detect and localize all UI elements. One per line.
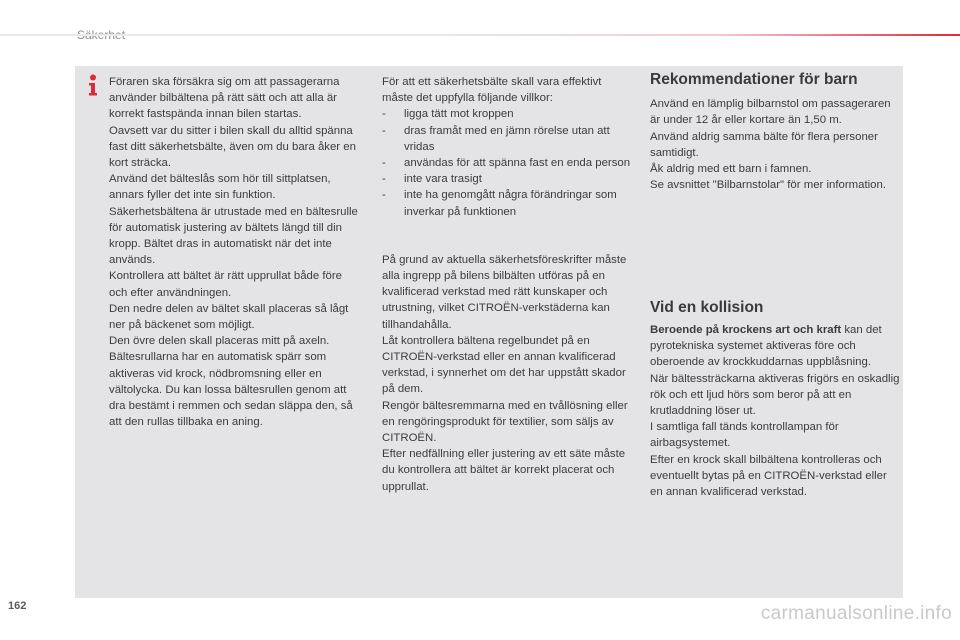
watermark: carmanualsonline.info xyxy=(760,603,952,624)
paragraph: Den övre delen skall placeras mitt på axeln. xyxy=(109,335,330,348)
header-divider xyxy=(0,34,960,36)
list-item-text: inte ha genomgått några förändringar som inverkar på funktionen xyxy=(404,189,617,218)
paragraph: Den nedre delen av bältet skall placeras så lågt ner på bäckenet som möjligt. xyxy=(109,302,349,332)
list-dash: - xyxy=(382,189,386,202)
list-dash: - xyxy=(382,157,386,170)
info-icon xyxy=(87,74,99,96)
column-collision xyxy=(650,322,900,500)
paragraph xyxy=(650,322,900,371)
paragraph: Låt kontrollera bältena regelbundet på en CITROËN-verkstad eller en annan kvalificerad verkstad, i synnerhet om det har uppstått skador på dem. xyxy=(382,334,626,396)
paragraph: Säkerhetsbältena är utrustade med en bältesrulle för automatisk justering av bältets längd till din kropp. Bältet dras in automatiskt när det inte används. xyxy=(109,205,358,267)
paragraph: Föraren ska försäkra sig om att passagerarna använder bilbältena på rätt sätt och att alla är korrekt fastspända innan bilen startas. xyxy=(109,76,340,121)
list-item-text: dras framåt med en jämn rörelse utan att vridas xyxy=(404,124,610,153)
paragraph: Använd aldrig samma bälte för flera personer samtidigt. xyxy=(650,130,878,159)
list-item-text: användas för att spänna fast en enda person xyxy=(404,157,631,170)
paragraph: Kontrollera att bältet är rätt upprullat både före och efter användningen. xyxy=(109,270,343,299)
collision-bold-lead: Beroende på krockens art och kraft xyxy=(650,324,842,336)
paragraph: När bältessträckarna aktiveras frigörs en oskadlig rök och ett ljud hörs som beror på att en krutladdning löser ut. xyxy=(650,372,900,418)
heading-collision: Vid en kollision xyxy=(650,299,764,316)
list-dash: - xyxy=(382,173,386,186)
list-dash: - xyxy=(382,108,386,121)
list-item xyxy=(382,106,634,122)
heading-children: Rekommendationer för barn xyxy=(650,71,858,88)
list-dash: - xyxy=(382,124,386,137)
list-item-text: inte vara trasigt xyxy=(404,173,482,186)
list-item xyxy=(382,171,634,187)
collision-lead-rest: kan det pyrotekniska systemet aktiveras före och oberoende av krockkuddarnas uppblåsning. xyxy=(650,324,882,369)
list-item xyxy=(382,123,634,155)
paragraph: Använd det bälteslås som hör till sittplatsen, annars fyller det inte sin funktion. xyxy=(109,173,331,202)
column-seatbelt-conditions xyxy=(382,74,634,495)
column-seatbelt-usage xyxy=(109,74,359,430)
paragraph: Se avsnittet "Bilbarnstolar" för mer information. xyxy=(650,179,886,192)
paragraph: Rengör bältesremmarna med en tvållösning eller en rengöringsprodukt för textilier, som säljs av CITROËN. xyxy=(382,399,628,445)
conditions-intro: För att ett säkerhetsbälte skall vara effektivt måste det uppfylla följande villkor: xyxy=(382,76,602,105)
paragraph: På grund av aktuella säkerhetsföreskrifter måste alla ingrepp på bilens bilbälten utföras på en kvalificerad verkstad med rätt kunskaper och utrustning, vilket CITROËN-verkstäderna kan tillhandahålla. xyxy=(382,253,627,331)
paragraph: Oavsett var du sitter i bilen skall du alltid spänna fast ditt säkerhetsbälte, även om du bara åker en kort sträcka. xyxy=(109,124,356,170)
paragraph: Efter en krock skall bilbältena kontrolleras och eventuellt bytas på en CITROËN-verkstad eller en annan kvalificerad verkstad. xyxy=(650,453,887,499)
list-item xyxy=(382,187,634,219)
list-item-text: ligga tätt mot kroppen xyxy=(404,108,514,121)
spacer xyxy=(382,220,634,236)
paragraph: Använd en lämplig bilbarnstol om passageraren är under 12 år eller kortare än 1,50 m. xyxy=(650,98,891,127)
page-number: 162 xyxy=(8,600,27,612)
paragraph: Efter nedfällning eller justering av ett säte måste du kontrollera att bältet är korrekt placerat och upprullat. xyxy=(382,448,626,493)
paragraph: I samtliga fall tänds kontrollampan för airbagsystemet. xyxy=(650,421,839,450)
paragraph: Bältesrullarna har en automatisk spärr som aktiveras vid krock, nödbromsning eller en vältolycka. Du kan lossa bältesrullen genom att dra bestämt i remmen och sedan släppa den, så att den rullas tillbaka en aning. xyxy=(109,351,353,429)
list-item xyxy=(382,155,634,171)
conditions-list xyxy=(382,106,634,219)
paragraph: Åk aldrig med ett barn i famnen. xyxy=(650,163,812,176)
spacer xyxy=(382,236,634,252)
column-children xyxy=(650,72,900,193)
